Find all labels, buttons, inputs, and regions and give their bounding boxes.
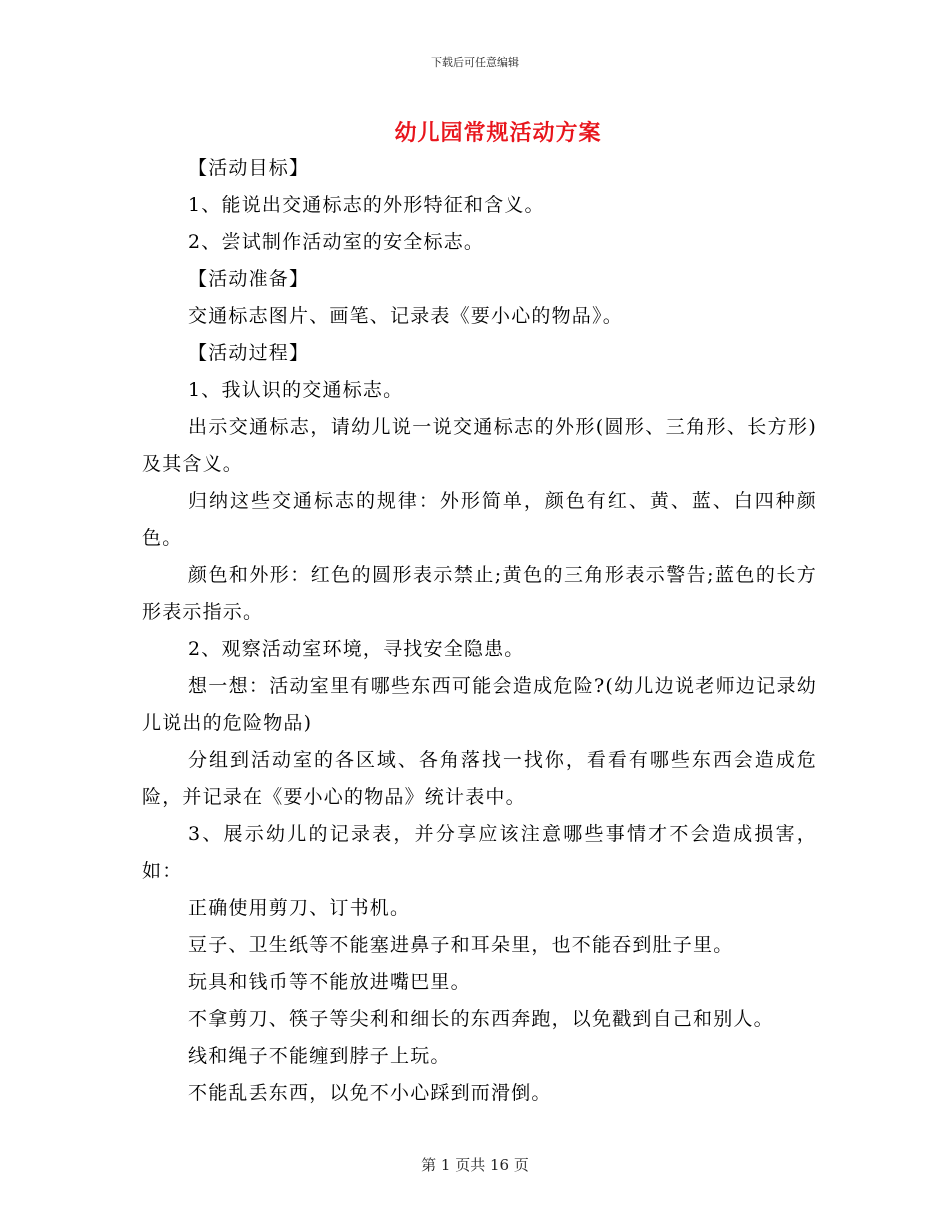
paragraph: 2、观察活动室环境，寻找安全隐患。: [188, 638, 525, 660]
paragraph: 交通标志图片、画笔、记录表《要小心的物品》。: [188, 305, 623, 327]
paragraph: 1、我认识的交通标志。: [188, 379, 404, 401]
page-number: 第 1 页共 16 页: [421, 1156, 529, 1174]
paragraph: 正确使用剪刀、订书机。: [188, 897, 411, 919]
paragraph-section-preparation: 【活动准备】: [188, 268, 310, 290]
paragraph: 归纳这些交通标志的规律：外形简单，颜色有红、黄、蓝、白四种颜色。: [142, 490, 817, 549]
paragraph: 3、展示幼儿的记录表，并分享应该注意哪些事情才不会造成损害，如：: [142, 823, 817, 882]
document-title: 幼儿园常规活动方案: [394, 120, 602, 146]
paragraph: 豆子、卫生纸等不能塞进鼻子和耳朵里，也不能吞到肚子里。: [188, 934, 734, 956]
paragraph: 1、能说出交通标志的外形特征和含义。: [188, 194, 545, 216]
paragraph: 不拿剪刀、筷子等尖利和细长的东西奔跑，以免戳到自己和别人。: [188, 1008, 774, 1030]
paragraph-section-goal: 【活动目标】: [188, 157, 310, 179]
paragraph: 出示交通标志，请幼儿说一说交通标志的外形(圆形、三角形、长方形)及其含义。: [142, 416, 817, 475]
paragraph: 不能乱丢东西，以免不小心踩到而滑倒。: [188, 1082, 552, 1104]
paragraph: 分组到活动室的各区域、各角落找一找你，看看有哪些东西会造成危险，并记录在《要小心的物品》统计表中。: [142, 749, 817, 808]
paragraph-section-process: 【活动过程】: [188, 342, 310, 364]
paragraph: 颜色和外形：红色的圆形表示禁止;黄色的三角形表示警告;蓝色的长方形表示指示。: [142, 564, 817, 623]
paragraph: 线和绳子不能缠到脖子上玩。: [188, 1045, 451, 1067]
paragraph: 2、尝试制作活动室的安全标志。: [188, 231, 485, 253]
paragraph: 想一想：活动室里有哪些东西可能会造成危险?(幼儿边说老师边记录幼儿说出的危险物品): [142, 675, 817, 734]
document-body: [142, 150, 817, 1112]
paragraph: 玩具和钱币等不能放进嘴巴里。: [188, 971, 471, 993]
header-note: 下载后可任意编辑: [431, 56, 519, 69]
